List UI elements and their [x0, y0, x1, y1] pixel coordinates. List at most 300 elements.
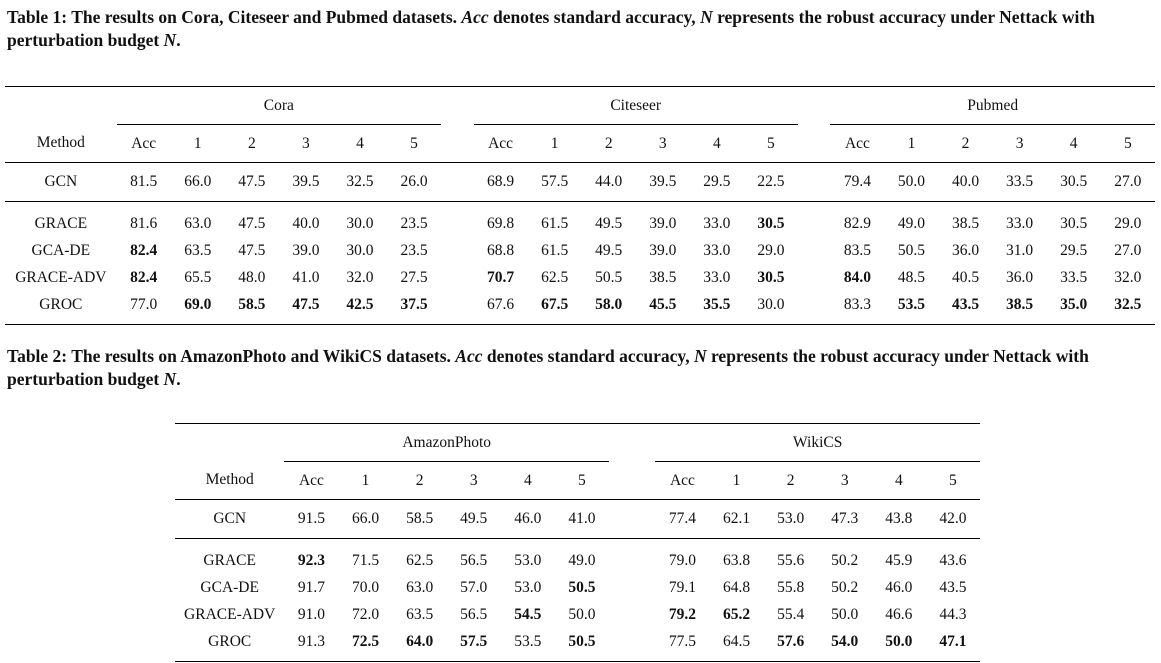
- value-bold: 54.0: [831, 632, 859, 650]
- value-cell: [636, 237, 690, 264]
- value-cell: [655, 574, 709, 601]
- table-row: [175, 574, 980, 601]
- table1-caption: [7, 6, 1157, 52]
- group-gap: [609, 424, 655, 462]
- value-cell: [636, 202, 690, 238]
- value-bold: 45.5: [649, 295, 677, 313]
- value-cell: [447, 500, 501, 539]
- value-cell: [225, 264, 279, 291]
- column-header: 2: [764, 462, 818, 500]
- value-cell: [338, 574, 392, 601]
- value-cell: [939, 202, 993, 238]
- value-cell: [338, 500, 392, 539]
- value-cell: [501, 601, 555, 628]
- value: 58.5: [406, 510, 434, 527]
- value-cell: [884, 237, 938, 264]
- value-cell: [764, 539, 818, 575]
- value-cell: [582, 291, 636, 325]
- value: 32.0: [1114, 268, 1142, 286]
- value-cell: [764, 628, 818, 662]
- value: 39.5: [649, 173, 677, 190]
- value-cell: [284, 601, 338, 628]
- value: 29.0: [757, 241, 785, 259]
- value-bold: 35.5: [703, 295, 731, 313]
- value-cell: [225, 163, 279, 202]
- value-cell: [1047, 291, 1101, 325]
- row-gap: [798, 264, 830, 291]
- row-gap: [441, 202, 473, 238]
- value-bold: 70.7: [487, 268, 515, 286]
- column-header: 4: [333, 125, 387, 163]
- value-bold: 65.2: [722, 605, 751, 623]
- value-cell: [926, 601, 980, 628]
- value: 61.5: [541, 241, 569, 259]
- method-cell: GRACE-ADV: [184, 605, 276, 623]
- value-cell: [582, 202, 636, 238]
- value: 46.0: [514, 510, 542, 527]
- value-cell: [171, 237, 225, 264]
- value-cell: [387, 237, 441, 264]
- value-bold: 79.2: [668, 605, 696, 623]
- value-cell: [225, 202, 279, 238]
- value-bold: 50.5: [568, 578, 596, 596]
- value: 79.1: [668, 578, 696, 596]
- value: 38.5: [951, 214, 980, 232]
- value: 46.6: [885, 605, 913, 623]
- value-cell: [939, 163, 993, 202]
- value: 53.0: [514, 551, 542, 569]
- value: 64.8: [722, 578, 751, 596]
- row-gap: [609, 601, 655, 628]
- value-cell: [387, 202, 441, 238]
- value: 79.0: [668, 551, 696, 569]
- value-cell: [884, 291, 938, 325]
- value-cell: [284, 539, 338, 575]
- column-header: 1: [528, 125, 582, 163]
- value-bold: 58.0: [595, 295, 623, 313]
- method-header: Method: [5, 125, 117, 163]
- group-header-citeseer: Citeseer: [474, 87, 798, 125]
- value-bold: 42.5: [346, 295, 374, 313]
- value-cell: [501, 500, 555, 539]
- value-cell: [655, 539, 709, 575]
- value-cell: [872, 601, 926, 628]
- column-header: 2: [225, 125, 279, 163]
- value-cell: [447, 539, 501, 575]
- value: 55.4: [777, 605, 805, 623]
- value: 81.6: [130, 214, 158, 232]
- value: 48.5: [897, 268, 926, 286]
- value: 41.0: [568, 510, 596, 527]
- method-cell: GRACE: [34, 214, 88, 232]
- table-row: [5, 163, 1155, 202]
- column-header: Acc: [474, 125, 528, 163]
- value: 50.2: [831, 551, 859, 569]
- table-row: [175, 539, 980, 575]
- value-cell: [993, 264, 1047, 291]
- value-cell: [117, 264, 171, 291]
- value-cell: [818, 500, 872, 539]
- value: 53.5: [514, 632, 542, 650]
- value-bold: 37.5: [400, 295, 428, 313]
- value: 49.5: [460, 510, 488, 527]
- table2-caption-mid: denotes standard accuracy,: [486, 346, 690, 366]
- table2-caption-label: Table 2: The results on AmazonPhoto and WikiCS datasets.: [7, 346, 451, 366]
- value-cell: [393, 601, 447, 628]
- column-header: 3: [447, 462, 501, 500]
- value-cell: [117, 163, 171, 202]
- value-cell: [926, 500, 980, 539]
- method-cell: GRACE: [203, 551, 256, 569]
- table1-caption-n2: N: [163, 30, 177, 50]
- value: 77.0: [130, 295, 158, 313]
- value-cell: [393, 539, 447, 575]
- table2-caption: [7, 345, 1157, 391]
- table2: [175, 423, 980, 662]
- value: 50.2: [831, 578, 859, 596]
- value-cell: [225, 291, 279, 325]
- value: 30.5: [1060, 214, 1088, 232]
- value: 82.9: [843, 214, 871, 232]
- column-header: Acc: [117, 125, 171, 163]
- value-cell: [279, 237, 333, 264]
- value-cell: [655, 628, 709, 662]
- value: 33.0: [703, 214, 731, 232]
- value-bold: 57.5: [460, 632, 488, 650]
- column-header: Acc: [284, 462, 338, 500]
- column-header: 1: [338, 462, 392, 500]
- column-header: 5: [387, 125, 441, 163]
- value-cell: [333, 264, 387, 291]
- value-cell: [171, 291, 225, 325]
- value-cell: [447, 628, 501, 662]
- value-cell: [1101, 202, 1155, 238]
- value-cell: [830, 163, 884, 202]
- value-cell: [387, 264, 441, 291]
- value: 27.0: [1114, 241, 1142, 259]
- value-cell: [818, 539, 872, 575]
- column-header: 2: [393, 462, 447, 500]
- value-bold: 47.1: [939, 632, 967, 650]
- value: 29.5: [703, 173, 731, 190]
- value-bold: 82.4: [130, 241, 158, 259]
- value-cell: [474, 237, 528, 264]
- method-header: Method: [175, 462, 284, 500]
- value: 47.5: [238, 241, 266, 259]
- column-header: 5: [744, 125, 798, 163]
- value-cell: [744, 291, 798, 325]
- value-cell: [884, 202, 938, 238]
- value-cell: [709, 539, 763, 575]
- value-cell: [279, 163, 333, 202]
- value: 40.5: [951, 268, 980, 286]
- column-gap: [441, 125, 473, 163]
- value: 33.0: [703, 241, 731, 259]
- value-cell: [1047, 237, 1101, 264]
- value-cell: [884, 163, 938, 202]
- value-cell: [333, 291, 387, 325]
- value: 64.5: [722, 632, 751, 650]
- value: 63.0: [406, 578, 434, 596]
- value-cell: [171, 163, 225, 202]
- group-gap: [441, 87, 473, 125]
- table1-caption-end: .: [176, 30, 181, 50]
- value: 55.6: [777, 551, 805, 569]
- value-cell: [636, 264, 690, 291]
- value: 91.7: [297, 578, 325, 596]
- value-bold: 47.5: [292, 295, 320, 313]
- value: 70.0: [351, 578, 380, 596]
- value: 83.5: [843, 241, 871, 259]
- value-cell: [1101, 163, 1155, 202]
- value: 63.5: [406, 605, 434, 623]
- table-row: [5, 264, 1155, 291]
- value: 71.5: [351, 551, 380, 569]
- value-cell: [393, 574, 447, 601]
- column-gap: [798, 125, 830, 163]
- value-cell: [474, 291, 528, 325]
- value: 38.5: [649, 268, 677, 286]
- row-gap: [798, 291, 830, 325]
- value-cell: [926, 574, 980, 601]
- column-header: Acc: [655, 462, 709, 500]
- value: 55.8: [777, 578, 805, 596]
- value: 23.5: [400, 241, 428, 259]
- value: 47.5: [238, 214, 266, 232]
- value: 57.5: [541, 173, 569, 190]
- value: 63.8: [722, 551, 751, 569]
- table-row: [175, 500, 980, 539]
- value-bold: 57.6: [777, 632, 805, 650]
- value: 49.5: [595, 214, 623, 232]
- value: 63.0: [184, 214, 212, 232]
- value-cell: [225, 237, 279, 264]
- value-cell: [333, 202, 387, 238]
- value-cell: [872, 539, 926, 575]
- value-cell: [709, 500, 763, 539]
- value-cell: [690, 264, 744, 291]
- value: 50.0: [831, 605, 859, 623]
- value-cell: [279, 264, 333, 291]
- value-cell: [744, 264, 798, 291]
- table1-caption-label: Table 1: The results on Cora, Citeseer and Pubmed datasets.: [7, 7, 458, 27]
- value-bold: 58.5: [238, 295, 266, 313]
- value: 30.5: [1060, 173, 1088, 190]
- value-cell: [338, 628, 392, 662]
- value-cell: [501, 539, 555, 575]
- value: 39.0: [292, 241, 320, 259]
- group-header-wikics: WikiCS: [655, 424, 980, 462]
- value-cell: [744, 202, 798, 238]
- column-header: 4: [690, 125, 744, 163]
- row-gap: [798, 237, 830, 264]
- value: 23.5: [400, 214, 428, 232]
- value: 79.4: [843, 173, 871, 190]
- column-header: 4: [501, 462, 555, 500]
- value-bold: 50.5: [568, 632, 596, 650]
- value-cell: [709, 628, 763, 662]
- value-cell: [528, 163, 582, 202]
- value-bold: 50.0: [885, 632, 913, 650]
- value-cell: [690, 202, 744, 238]
- table2-caption-end: .: [176, 369, 181, 389]
- value: 91.0: [297, 605, 325, 623]
- value: 48.0: [238, 268, 266, 286]
- value-cell: [582, 163, 636, 202]
- value: 43.5: [939, 578, 967, 596]
- value: 62.5: [541, 268, 569, 286]
- value: 27.5: [400, 268, 428, 286]
- table-row: [5, 291, 1155, 325]
- value-cell: [830, 237, 884, 264]
- value: 50.5: [897, 241, 926, 259]
- value-cell: [764, 601, 818, 628]
- value-cell: [447, 574, 501, 601]
- value: 32.0: [346, 268, 374, 286]
- column-header: 1: [709, 462, 763, 500]
- value-cell: [284, 628, 338, 662]
- value-bold: 82.4: [130, 268, 158, 286]
- group-header-cora: Cora: [117, 87, 441, 125]
- value-cell: [1101, 237, 1155, 264]
- value-cell: [690, 237, 744, 264]
- value: 57.0: [460, 578, 488, 596]
- value: 39.0: [649, 241, 677, 259]
- value: 66.0: [184, 173, 212, 190]
- value: 29.0: [1114, 214, 1142, 232]
- value: 31.0: [1006, 241, 1034, 259]
- row-gap: [609, 574, 655, 601]
- value-cell: [818, 628, 872, 662]
- value-cell: [528, 237, 582, 264]
- value: 62.1: [722, 510, 751, 527]
- value-cell: [939, 291, 993, 325]
- value-cell: [393, 500, 447, 539]
- table-row: [175, 601, 980, 628]
- row-gap: [441, 237, 473, 264]
- value-cell: [333, 237, 387, 264]
- column-header: 1: [884, 125, 938, 163]
- value: 30.0: [757, 295, 785, 313]
- method-cell: GCA-DE: [200, 578, 259, 596]
- value-cell: [447, 601, 501, 628]
- value-bold: 84.0: [843, 268, 871, 286]
- value: 69.8: [487, 214, 515, 232]
- value-cell: [690, 163, 744, 202]
- value-cell: [993, 202, 1047, 238]
- value: 83.3: [843, 295, 871, 313]
- value: 43.8: [885, 510, 913, 527]
- value: 62.5: [406, 551, 434, 569]
- method-cell: GRACE-ADV: [15, 268, 107, 286]
- value: 47.3: [831, 510, 859, 527]
- value-bold: 32.5: [1114, 295, 1142, 313]
- value: 56.5: [460, 551, 488, 569]
- table2-caption-n: N: [693, 346, 707, 366]
- value-cell: [1101, 291, 1155, 325]
- column-header: Acc: [830, 125, 884, 163]
- value-cell: [655, 500, 709, 539]
- value: 33.5: [1006, 173, 1034, 190]
- value-cell: [555, 539, 609, 575]
- row-gap: [798, 202, 830, 238]
- value: 68.8: [487, 241, 515, 259]
- value: 29.5: [1060, 241, 1088, 259]
- value: 27.0: [1114, 173, 1142, 190]
- value-cell: [171, 264, 225, 291]
- value: 45.9: [885, 551, 913, 569]
- value: 63.5: [184, 241, 212, 259]
- value-cell: [993, 163, 1047, 202]
- value-cell: [830, 291, 884, 325]
- method-cell: GCA-DE: [31, 241, 91, 259]
- column-gap: [609, 462, 655, 500]
- value: 39.5: [292, 173, 320, 190]
- table1-caption-mid: denotes standard accuracy,: [492, 7, 696, 27]
- table1-caption-n: N: [700, 7, 713, 27]
- value-cell: [338, 601, 392, 628]
- group-header-spacer: [175, 424, 284, 462]
- table-row: [175, 628, 980, 662]
- value-cell: [279, 202, 333, 238]
- column-header: 3: [279, 125, 333, 163]
- row-gap: [609, 539, 655, 575]
- value-cell: [387, 163, 441, 202]
- value-cell: [117, 237, 171, 264]
- value-bold: 54.5: [514, 605, 542, 623]
- value-cell: [555, 628, 609, 662]
- column-header: 3: [636, 125, 690, 163]
- value-cell: [528, 291, 582, 325]
- value: 30.0: [346, 214, 374, 232]
- value-cell: [872, 574, 926, 601]
- value: 67.6: [487, 295, 515, 313]
- column-header: 5: [926, 462, 980, 500]
- table1-caption-acc: Acc: [461, 7, 489, 27]
- table1: [5, 86, 1155, 325]
- value-cell: [655, 601, 709, 628]
- value-cell: [744, 237, 798, 264]
- value-cell: [555, 574, 609, 601]
- value: 47.5: [238, 173, 266, 190]
- value-cell: [993, 237, 1047, 264]
- value: 72.0: [351, 605, 380, 623]
- method-cell: GROC: [175, 628, 284, 662]
- value-cell: [709, 574, 763, 601]
- value-cell: [279, 291, 333, 325]
- value-cell: [993, 291, 1047, 325]
- value: 49.0: [897, 214, 926, 232]
- value-cell: [939, 237, 993, 264]
- value: 91.3: [297, 632, 325, 650]
- value-bold: 53.5: [897, 295, 926, 313]
- value-cell: [474, 163, 528, 202]
- value-bold: 92.3: [297, 551, 325, 569]
- table1-caption-mid2: represents the robust accuracy under Nettack with perturbation budget: [7, 7, 1095, 50]
- value: 77.5: [668, 632, 696, 650]
- table-row: [5, 202, 1155, 238]
- row-gap: [609, 628, 655, 662]
- value-cell: [117, 202, 171, 238]
- row-gap: [441, 163, 473, 202]
- value-cell: [926, 539, 980, 575]
- value-cell: [117, 291, 171, 325]
- column-header: 5: [1101, 125, 1155, 163]
- value: 46.0: [885, 578, 913, 596]
- value-cell: [636, 291, 690, 325]
- column-header: 3: [818, 462, 872, 500]
- value-cell: [926, 628, 980, 662]
